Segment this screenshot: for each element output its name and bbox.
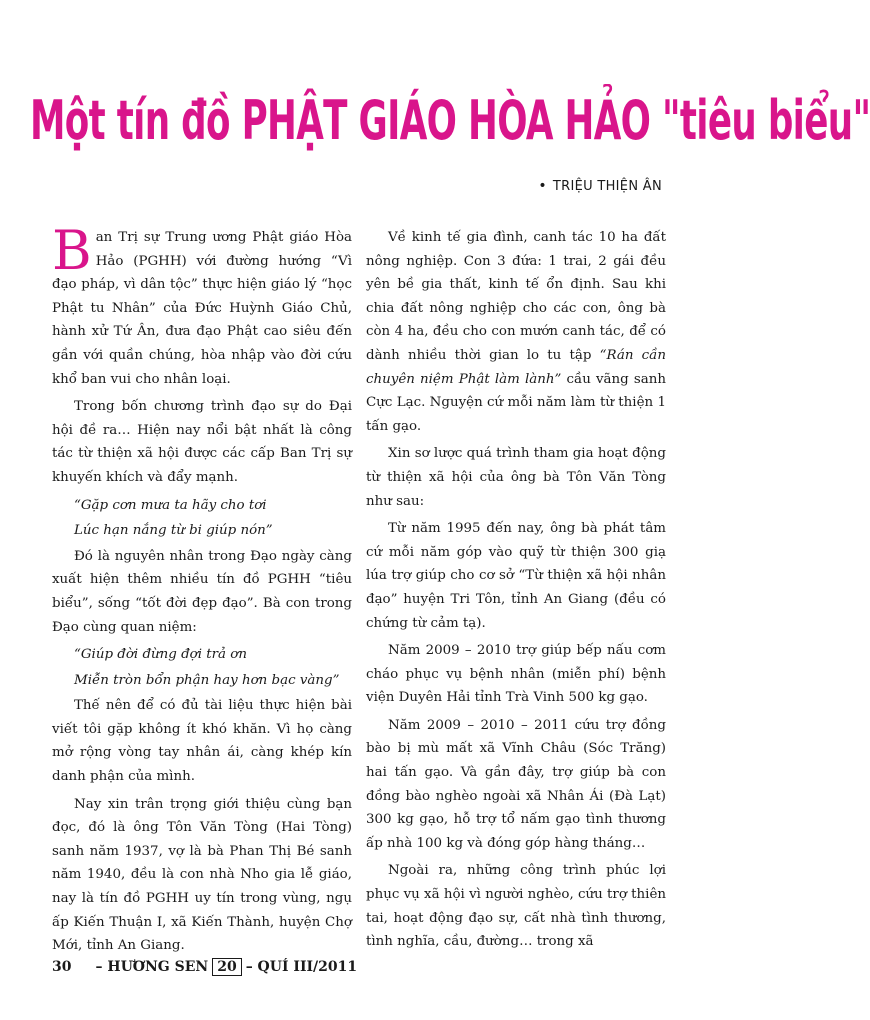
paragraph: Xin sơ lược quá trình tham gia hoạt động từ thiện xã hội của ông bà Tôn Văn Tòng như sau: xyxy=(366,446,666,509)
quote: “Rán cần chuyên niệm Phật làm lành” xyxy=(366,347,667,387)
verse-line: “Giúp đời đừng đợi trả ơn xyxy=(74,647,247,663)
magazine-name: – HƯƠNG SEN xyxy=(95,959,209,975)
paragraph: Năm 2009 – 2010 trợ giúp bếp nấu cơm cháo phục vụ bệnh nhân (miễn phí) bệnh viện Duyên Hải tỉnh Trà Vinh 500 kg gạo. xyxy=(366,643,666,706)
paragraph: Từ năm 1995 đến nay, ông bà phát tâm cứ mỗi năm góp vào quỹ từ thiện 300 giạ lúa trợ giúp cho cơ sở “Từ thiện xã hội nhân đạo” huyện Tri Tôn, tỉnh An Giang (đều có chứng từ cảm tạ). xyxy=(366,521,666,631)
paragraph-text: cầu vãng sanh Cực Lạc. Nguyện cứ mỗi năm làm từ thiện 1 tấn gạo. xyxy=(366,371,666,434)
paragraph: Ngoài ra, những công trình phúc lợi phục vụ xã hội vì người nghèo, cứu trợ thiên tai, hoạt động đạo sự, cất nhà tình thương, tình nghĩa, cầu, đường… trong xã xyxy=(366,863,666,950)
right-column xyxy=(366,226,666,958)
verse-line: Miễn tròn bổn phận hay hơn bạc vàng” xyxy=(74,672,340,688)
page-footer xyxy=(52,958,357,976)
paragraph: Đó là nguyên nhân trong Đạo ngày càng xuất hiện thêm nhiều tín đồ PGHH “tiêu biểu”, sống “tốt đời đẹp đạo”. Bà con trong Đạo cùng quan niệm: xyxy=(52,548,352,635)
paragraph-text: Về kinh tế gia đình, canh tác 10 ha đất nông nghiệp. Con 3 đứa: 1 trai, 2 gái đều yên bề gia thất, kinh tế ổn định. Sau khi chia đất nông nghiệp cho các con, ông bà còn 4 ha, đều cho con mướn canh tác, để có dành nhiều thời gian lo tu tập xyxy=(366,230,666,363)
issue-date: – QUÍ III/2011 xyxy=(245,959,358,975)
drop-cap: B xyxy=(52,219,92,282)
paragraph xyxy=(52,219,352,391)
paragraph xyxy=(366,226,666,438)
paragraph: Trong bốn chương trình đạo sự do Đại hội đề ra… Hiện nay nổi bật nhất là công tác từ thiện xã hội được các cấp Ban Trị sự khuyến khích và đẩy mạnh. xyxy=(52,399,352,485)
page-number: 30 xyxy=(52,959,72,975)
paragraph: Năm 2009 – 2010 – 2011 cứu trợ đồng bào bị mù mất xã Vĩnh Châu (Sóc Trăng) hai tấn gạo. Và gần đây, trợ giúp bà con đồng bào nghèo ngoài xã Nhân Ái (Đà Lạt) 300 kg gạo, hỗ trợ tổ nấm gạo tình thương ấp nhà 100 kg và đóng góp hàng tháng… xyxy=(366,717,666,851)
verse-line: Lúc hạn nắng từ bi giúp nón” xyxy=(74,523,273,539)
paragraph: Nay xin trân trọng giới thiệu cùng bạn đọc, đó là ông Tôn Văn Tòng (Hai Tòng) sanh năm 1937, vợ là bà Phan Thị Bé sanh năm 1940, đều là con nhà Nho gia lễ giáo, nay là tín đồ PGHH uy tín trong vùng, ngụ ấp Kiến Thuận I, xã Kiến Thành, huyện Chợ Mới, tỉnh An Giang. xyxy=(52,796,352,954)
author-name: TRIỆU THIỆN ÂN xyxy=(552,179,662,194)
author-byline xyxy=(538,178,662,194)
issue-number-box: 20 xyxy=(212,958,241,976)
verse-line: “Gặp cơn mưa ta hãy cho tơi xyxy=(74,497,267,513)
left-column xyxy=(52,219,352,962)
article-title: Một tín đồ PHẬT GIÁO HÒA HẢO "tiêu biểu" xyxy=(30,89,870,152)
paragraph-text: an Trị sự Trung ương Phật giáo Hòa Hảo (PGHH) với đường hướng “Vì đạo pháp, vì dân tộc” thực hiện giáo lý “học Phật tu Nhân” của Đức Huỳnh Giáo Chủ, hành xử Tứ Ân, đưa đạo Phật cao siêu đến gần với quần chúng, hòa nhập vào đời cứu khổ ban vui cho nhân loại. xyxy=(52,230,352,387)
paragraph: Thế nên để có đủ tài liệu thực hiện bài viết tôi gặp không ít khó khăn. Vì họ càng mở rộng vòng tay nhân ái, càng khép kín danh phận của mình. xyxy=(52,698,352,785)
byline-bullet: • xyxy=(538,178,547,194)
